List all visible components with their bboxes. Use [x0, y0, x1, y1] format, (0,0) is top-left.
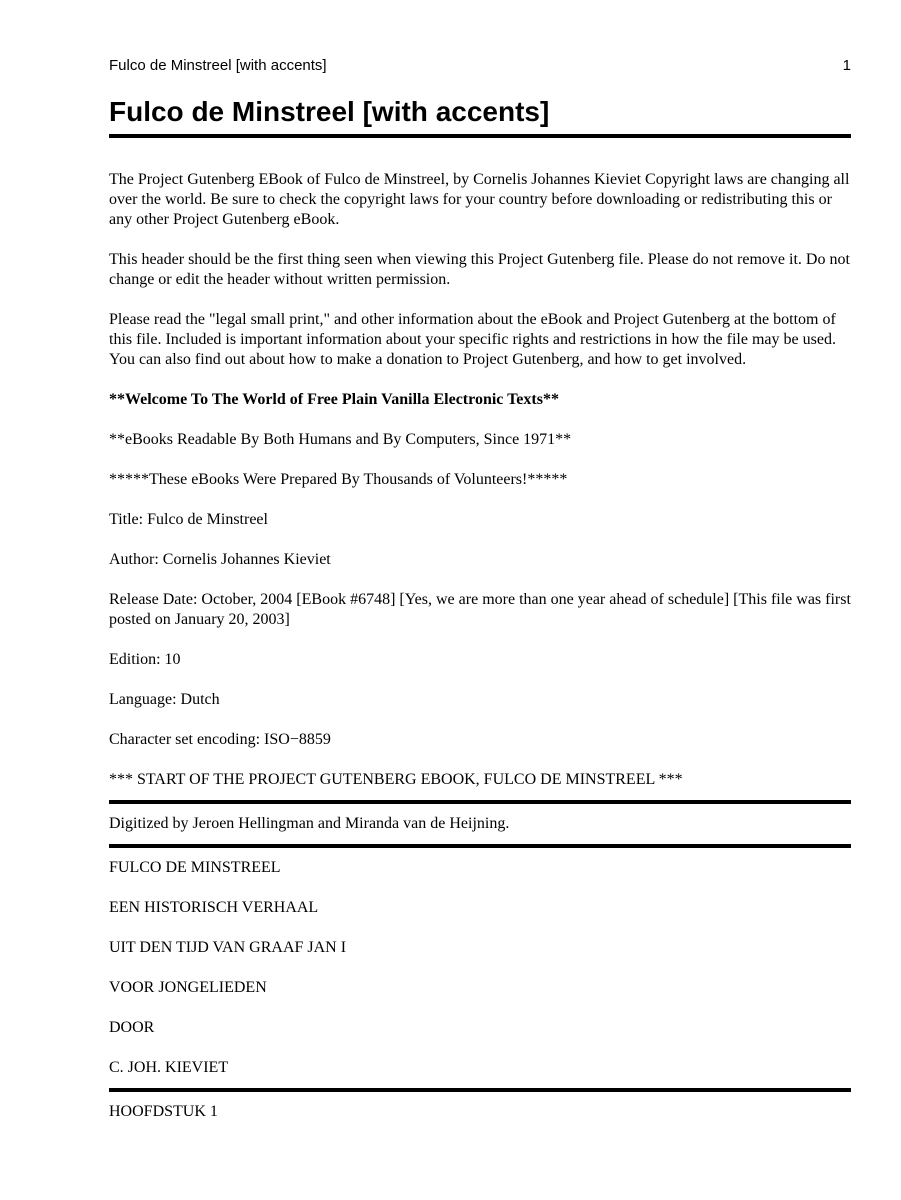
- start-marker: *** START OF THE PROJECT GUTENBERG EBOOK, FULCO DE MINSTREEL ***: [109, 771, 683, 788]
- title-page-line: EEN HISTORISCH VERHAAL: [109, 899, 319, 916]
- intro-paragraph: The Project Gutenberg EBook of Fulco de Minstreel, by Cornelis Johannes Kieviet Copyright laws are changing all over the world. Be sure to check the copyright laws for your country before downloading or redistributing this or any other Project Gutenberg eBook.: [109, 171, 850, 228]
- title-page-line: DOOR: [109, 1019, 155, 1036]
- title-page-line: C. JOH. KIEVIET: [109, 1059, 229, 1076]
- metadata-line-author: Author: Cornelis Johannes Kieviet: [109, 551, 331, 568]
- intro-paragraph: This header should be the first thing seen when viewing this Project Gutenberg file. Please do not remove it. Do not change or edit the header without written permission.: [109, 251, 850, 288]
- welcome-banner: **Welcome To The World of Free Plain Vanilla Electronic Texts**: [109, 391, 559, 408]
- title-page-line: FULCO DE MINSTREEL: [109, 859, 281, 876]
- title-rule: [109, 134, 851, 138]
- page-title: Fulco de Minstreel [with accents]: [109, 96, 550, 127]
- digitized-credit: Digitized by Jeroen Hellingman and Miranda van de Heijning.: [109, 815, 510, 832]
- title-page-line: UIT DEN TIJD VAN GRAAF JAN I: [109, 939, 347, 956]
- metadata-line-language: Language: Dutch: [109, 691, 220, 708]
- page-number: 1: [842, 57, 851, 74]
- page-content: [109, 0, 851, 1132]
- slogan-line: *****These eBooks Were Prepared By Thousands of Volunteers!*****: [109, 471, 568, 488]
- slogan-line: **eBooks Readable By Both Humans and By Computers, Since 1971**: [109, 431, 572, 448]
- section-rule: [109, 800, 851, 804]
- chapter-rule: [109, 1088, 851, 1092]
- running-header: [109, 57, 851, 75]
- title-page-line: VOOR JONGELIEDEN: [109, 979, 267, 996]
- metadata-line-charset: Character set encoding: ISO−8859: [109, 731, 331, 748]
- chapter-heading: HOOFDSTUK 1: [109, 1103, 218, 1120]
- metadata-line-title: Title: Fulco de Minstreel: [109, 511, 268, 528]
- intro-paragraph: Please read the "legal small print," and other information about the eBook and Project Gutenberg at the bottom of this file. Included is important information about your specific rights and restrictions in how the file may be used. You can also find out about how to make a donation to Project Gutenberg, and how to get involved.: [109, 311, 836, 368]
- metadata-line-edition: Edition: 10: [109, 651, 181, 668]
- running-title: Fulco de Minstreel [with accents]: [109, 57, 327, 74]
- section-rule: [109, 844, 851, 848]
- metadata-line-release-date: Release Date: October, 2004 [EBook #6748] [Yes, we are more than one year ahead of schedule] [This file was first posted on January 20, 2003]: [109, 591, 851, 628]
